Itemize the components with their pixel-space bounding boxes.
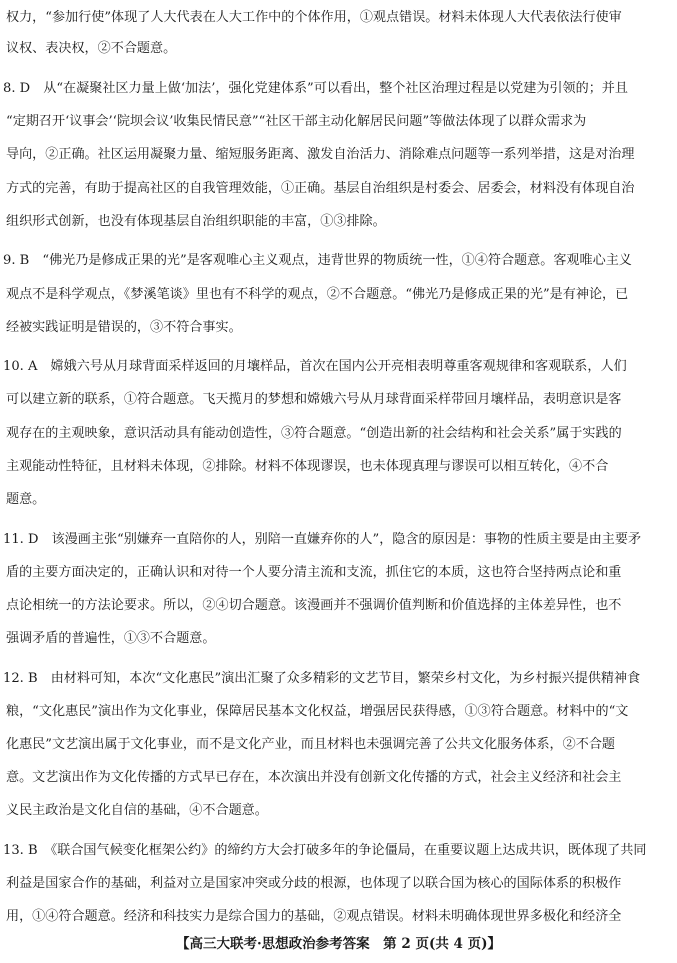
text-line: 可以建立新的联系，①符合题意。飞天揽月的梦想和嫦娥六号从月球背面采样带回月壤样品，表明意识是客 <box>6 392 622 407</box>
answer-11-line: 11. D 该漫画主张“别嫌弃一直陪你的人，别陪一直嫌弃你的人”，隐含的原因是：事物的性质主要是由主要矛 <box>3 532 642 547</box>
text-line: 用，①④符合题意。经济和科技实力是综合国力的基础，②观点错误。材料未明确体现世界多极化和经济全 <box>6 909 622 924</box>
text-line: 题意。 <box>6 492 46 507</box>
text-line: 方式的完善，有助于提高社区的自我管理效能，①正确。基层自治组织是村委会、居委会，材料没有体现自治 <box>6 181 635 196</box>
text-line: 粮，“文化惠民”演出作为文化事业，保障居民基本文化权益，增强居民获得感，①③符合题意。材料中的“文 <box>6 704 629 719</box>
answer-9-line: 9. B “佛光乃是修成正果的光”是客观唯心主义观点，违背世界的物质统一性，①④符合题意。客观唯心主义 <box>3 253 632 268</box>
answer-13-line: 13. B 《联合国气候变化框架公约》的缔约方大会打破多年的争论僵局，在重要议题上达成共识，既体现了共同 <box>3 843 647 858</box>
text-line: 观点不是科学观点，《梦溪笔谈》里也有不科学的观点，②不合题意。“佛光乃是修成正果的光”是有神论，已 <box>6 287 629 302</box>
answer-10-line: 10. A 嫦娥六号从月球背面采样返回的月壤样品，首次在国内公开亮相表明尊重客观规律和客观联系，人们 <box>3 359 627 374</box>
text-line: 权力，“参加行使”体现了人大代表在人大工作中的个体作用，①观点错误。材料未体现人大代表依法行使审 <box>6 10 622 25</box>
text-line: 组织形式创新，也没有体现基层自治组织职能的丰富，①③排除。 <box>6 214 386 229</box>
text-line: 经被实践证明是错误的，③不符合事实。 <box>6 320 242 335</box>
text-line: 导向，②正确。社区运用凝聚力量、缩短服务距离、激发自治活力、消除难点问题等一系列举措，这是对治理 <box>6 147 635 162</box>
text-line: 主观能动性特征，且材料未体现，②排除。材料不体现谬误，也未体现真理与谬误可以相互转化，④不合 <box>6 459 609 474</box>
text-line: “定期召开‘议事会’‘院坝会议’收集民情民意”“社区干部主动化解居民问题”等做法体现了以群众需求为 <box>6 114 587 129</box>
answer-12-line: 12. B 由材料可知，本次“文化惠民”演出汇聚了众多精彩的文艺节目，繁荣乡村文化，为乡村振兴提供精神食 <box>3 671 641 686</box>
text-line: 观存在的主观映象，意识活动具有能动创造性，③符合题意。“创造出新的社会结构和社会关系”属于实践的 <box>6 426 622 441</box>
text-line: 义民主政治是文化自信的基础，④不合题意。 <box>6 803 268 818</box>
text-line: 议权、表决权，②不合题意。 <box>6 41 177 56</box>
text-line: 盾的主要方面决定的，正确认识和对待一个人要分清主流和支流，抓住它的本质，这也符合坚持两点论和重 <box>6 565 622 580</box>
text-line: 化惠民”文艺演出属于文化事业，而不是文化产业，而且材料也未强调完善了公共文化服务体系，②不合题 <box>6 737 616 752</box>
page-footer: 【高三大联考·思想政治参考答案 第 2 页(共 4 页)】 <box>175 936 502 952</box>
text-line: 点论相统一的方法论要求。所以，②④切合题意。该漫画并不强调价值判断和价值选择的主体差异性，也不 <box>6 598 622 613</box>
text-line: 利益是国家合作的基础，利益对立是国家冲突或分歧的根源，也体现了以联合国为核心的国际体系的积极作 <box>6 876 622 891</box>
text-line: 意。文艺演出作为文化传播的方式早已存在，本次演出并没有创新文化传播的方式，社会主义经济和社会主 <box>6 770 622 785</box>
text-line: 强调矛盾的普遍性，①③不合题意。 <box>6 631 216 646</box>
answer-8-line: 8. D 从“在凝聚社区力量上做‘加法’，强化党建体系”可以看出，整个社区治理过程是以党建为引领的；并且 <box>3 81 628 96</box>
